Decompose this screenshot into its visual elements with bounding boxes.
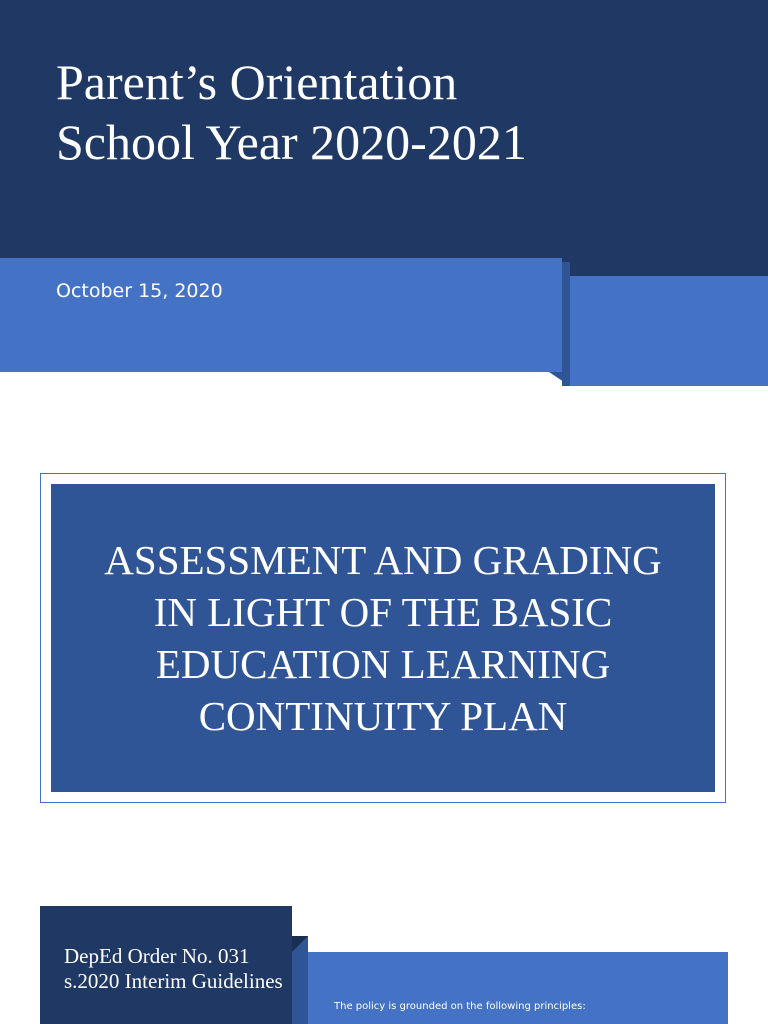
title-slide-band-shadow (562, 262, 570, 386)
title-slide-band-fold (549, 372, 570, 386)
title-slide-title: Parent’s Orientation School Year 2020-2021 (56, 54, 527, 170)
heading-slide (40, 473, 726, 803)
policy-slide-fold (292, 936, 308, 952)
title-slide-subtitle-band (0, 258, 562, 372)
policy-principles-text: The policy is grounded on the following principles: (334, 1001, 586, 1012)
policy-slide (40, 906, 728, 1024)
heading-slide-title: ASSESSMENT AND GRADING IN LIGHT OF THE BASIC EDUCATION LEARNING CONTINUITY PLAN (104, 537, 662, 739)
title-slide-band-right (570, 276, 768, 386)
title-slide-date: October 15, 2020 (56, 280, 223, 302)
policy-order-text: DepEd Order No. 031 s.2020 Interim Guidelines (64, 944, 283, 993)
title-slide (0, 0, 768, 390)
policy-slide-right-panel (308, 952, 728, 1024)
heading-slide-box (51, 484, 715, 792)
